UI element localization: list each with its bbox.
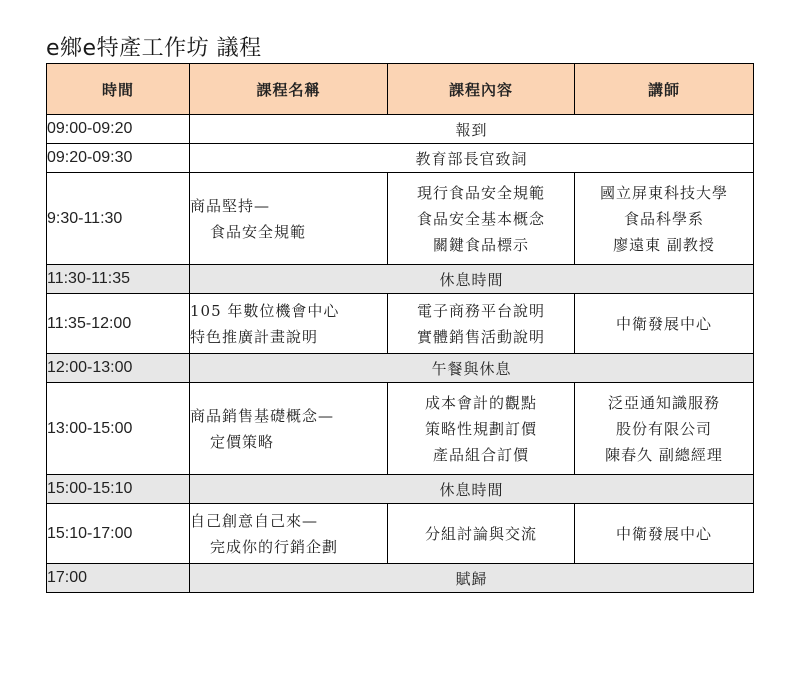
header-course: 課程名稱 — [190, 64, 388, 115]
table-row — [47, 294, 754, 354]
instructor-cell — [575, 504, 754, 564]
header-content: 課程內容 — [388, 64, 575, 115]
content-line: 電子商務平台說明 — [416, 301, 545, 320]
course-cell — [190, 173, 388, 265]
content-line: 實體銷售活動說明 — [416, 327, 545, 346]
event-cell: 賦歸 — [190, 564, 754, 593]
time-cell: 12:00-13:00 — [47, 354, 190, 383]
course-line: 自己創意自己來— — [190, 511, 319, 530]
event-cell: 教育部長官致詞 — [190, 144, 754, 173]
table-row — [47, 265, 754, 294]
event-cell: 休息時間 — [190, 265, 754, 294]
event-cell: 報到 — [190, 115, 754, 144]
instructor-line: 陳春久 副總經理 — [605, 445, 723, 464]
instructor-line: 中衛發展中心 — [615, 524, 712, 543]
time-cell: 15:00-15:10 — [47, 475, 190, 504]
header-row — [47, 64, 754, 115]
course-line: 105 年數位機會中心 — [190, 301, 340, 320]
instructor-line: 股份有限公司 — [615, 419, 712, 438]
time-cell: 17:00 — [47, 564, 190, 593]
content-cell — [388, 504, 575, 564]
course-line: 商品銷售基礎概念— — [190, 406, 335, 425]
course-line: 特色推廣計畫說明 — [190, 327, 319, 346]
instructor-cell — [575, 173, 754, 265]
event-cell: 午餐與休息 — [190, 354, 754, 383]
course-line: 完成你的行銷企劃 — [210, 537, 339, 556]
table-row — [47, 564, 754, 593]
time-cell: 11:35-12:00 — [47, 294, 190, 354]
time-cell: 09:20-09:30 — [47, 144, 190, 173]
content-line: 成本會計的觀點 — [424, 393, 537, 412]
event-cell: 休息時間 — [190, 475, 754, 504]
content-line: 分組討論與交流 — [424, 524, 537, 543]
instructor-line: 國立屏東科技大學 — [599, 183, 728, 202]
agenda-table — [46, 63, 754, 593]
content-cell — [388, 383, 575, 475]
instructor-line: 廖遠東 副教授 — [613, 235, 715, 254]
course-line: 食品安全規範 — [210, 222, 307, 241]
content-line: 食品安全基本概念 — [416, 209, 545, 228]
content-cell — [388, 294, 575, 354]
page-title: e鄉e特產工作坊 議程 — [46, 36, 262, 61]
course-cell — [190, 383, 388, 475]
time-cell: 09:00-09:20 — [47, 115, 190, 144]
content-line: 關鍵食品標示 — [432, 235, 529, 254]
course-line: 商品堅持— — [190, 196, 271, 215]
content-line: 現行食品安全規範 — [416, 183, 545, 202]
time-cell: 15:10-17:00 — [47, 504, 190, 564]
time-cell: 9:30-11:30 — [47, 173, 190, 265]
instructor-cell — [575, 383, 754, 475]
table-row — [47, 383, 754, 475]
content-cell — [388, 173, 575, 265]
time-cell: 13:00-15:00 — [47, 383, 190, 475]
course-cell — [190, 294, 388, 354]
table-row — [47, 504, 754, 564]
content-line: 產品組合訂價 — [432, 445, 529, 464]
time-cell: 11:30-11:35 — [47, 265, 190, 294]
table-row — [47, 115, 754, 144]
instructor-line: 食品科學系 — [623, 209, 704, 228]
instructor-line: 泛亞通知識服務 — [607, 393, 720, 412]
table-row — [47, 475, 754, 504]
table-row — [47, 354, 754, 383]
table-row — [47, 144, 754, 173]
instructor-line: 中衛發展中心 — [615, 314, 712, 333]
table-row — [47, 173, 754, 265]
header-time: 時間 — [47, 64, 190, 115]
content-line: 策略性規劃訂價 — [424, 419, 537, 438]
instructor-cell — [575, 294, 754, 354]
course-cell — [190, 504, 388, 564]
header-instructor: 講師 — [575, 64, 754, 115]
course-line: 定價策略 — [210, 432, 275, 451]
